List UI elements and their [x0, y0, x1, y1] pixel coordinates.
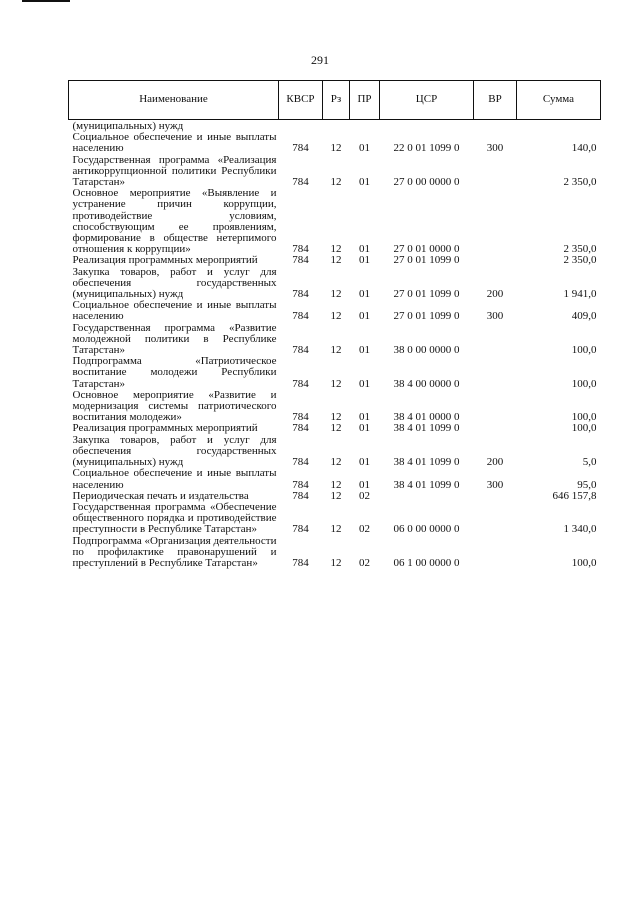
row-rz: 12 — [330, 288, 342, 301]
row-vr — [474, 255, 517, 266]
table-row — [69, 323, 601, 357]
row-kvsr: 784 — [292, 344, 309, 357]
row-name: Государственная программа «Обеспечение общественного порядка и противодействие преступности в Республике Татарстан» — [72, 500, 277, 536]
row-name: (муниципальных) нужд — [72, 120, 184, 132]
row-pr: 02 — [359, 489, 370, 502]
row-rz: 12 — [330, 310, 342, 323]
row-kvsr: 784 — [292, 288, 309, 301]
row-csr — [380, 491, 474, 502]
table-row — [69, 300, 601, 322]
row-vr — [474, 423, 517, 434]
row-csr: 27 0 01 1099 0 — [393, 310, 460, 323]
row-name: Социальное обеспечение и иные выплаты населению — [72, 467, 277, 491]
row-name: Периодическая печать и издательства — [72, 489, 249, 502]
row-pr: 01 — [359, 142, 370, 155]
row-sum: 1 941,0 — [563, 288, 597, 301]
row-sum: 100,0 — [571, 377, 597, 390]
row-csr: 38 4 01 1099 0 — [393, 478, 460, 491]
row-name: Социальное обеспечение и иные выплаты населению — [72, 131, 277, 155]
row-vr: 300 — [486, 142, 504, 155]
row-pr: 01 — [359, 176, 370, 189]
table-row — [69, 423, 601, 434]
row-csr: 38 4 01 1099 0 — [393, 422, 460, 435]
row-name: Государственная программа «Развитие молодежной политики в Республике Татарстан» — [72, 321, 277, 357]
row-sum: 1 340,0 — [563, 523, 597, 536]
table-row — [69, 390, 601, 424]
row-pr: 01 — [359, 422, 370, 435]
row-kvsr: 784 — [292, 142, 309, 155]
row-vr — [474, 323, 517, 357]
row-pr: 01 — [359, 310, 370, 323]
row-vr — [474, 155, 517, 189]
row-sum — [517, 120, 601, 133]
row-pr: 02 — [359, 523, 370, 536]
row-rz: 12 — [330, 344, 342, 357]
row-kvsr: 784 — [292, 556, 309, 569]
row-kvsr: 784 — [292, 176, 309, 189]
row-csr: 27 0 01 1099 0 — [393, 288, 460, 301]
header-sum: Сумма — [517, 81, 601, 120]
row-rz: 12 — [330, 556, 342, 569]
row-kvsr: 784 — [292, 456, 309, 469]
table-row — [69, 536, 601, 570]
table-row — [69, 188, 601, 255]
header-csr: ЦСР — [380, 81, 474, 120]
row-vr: 200 — [486, 288, 504, 301]
row-sum: 100,0 — [571, 556, 597, 569]
row-pr: 01 — [359, 243, 370, 256]
row-sum: 646 157,8 — [552, 489, 597, 502]
header-name: Наименование — [69, 81, 279, 120]
row-csr: 27 0 01 1099 0 — [393, 254, 460, 267]
row-name: Основное мероприятие «Развитие и модернизация системы патриотического воспитания молодежи» — [72, 388, 277, 424]
row-kvsr: 784 — [292, 411, 309, 424]
table-row — [69, 435, 601, 469]
row-csr: 27 0 00 0000 0 — [393, 176, 460, 189]
row-vr — [474, 188, 517, 255]
row-sum: 2 350,0 — [563, 254, 597, 267]
row-pr — [350, 120, 380, 133]
row-rz: 12 — [330, 422, 342, 435]
row-name: Государственная программа «Реализация антикоррупционной политики Республики Татарстан» — [72, 153, 277, 189]
row-sum: 100,0 — [571, 411, 597, 424]
row-sum: 100,0 — [571, 344, 597, 357]
row-rz: 12 — [330, 142, 342, 155]
row-pr: 01 — [359, 288, 370, 301]
row-kvsr: 784 — [292, 422, 309, 435]
row-vr — [474, 536, 517, 570]
row-rz: 12 — [330, 456, 342, 469]
row-rz: 12 — [330, 254, 342, 267]
row-pr: 01 — [359, 411, 370, 424]
row-kvsr — [279, 120, 323, 133]
row-sum: 100,0 — [571, 422, 597, 435]
row-pr: 02 — [359, 556, 370, 569]
row-rz: 12 — [330, 176, 342, 189]
row-sum: 5,0 — [582, 456, 597, 469]
table-row — [69, 267, 601, 301]
table-row — [69, 468, 601, 490]
row-kvsr: 784 — [292, 377, 309, 390]
row-csr: 38 0 00 0000 0 — [393, 344, 460, 357]
row-vr: 300 — [486, 310, 504, 323]
row-sum: 409,0 — [571, 310, 597, 323]
row-name: Подпрограмма «Патриотическое воспитание молодежи Республики Татарстан» — [72, 355, 277, 390]
row-csr: 38 4 00 0000 0 — [393, 377, 460, 390]
row-rz: 12 — [330, 377, 342, 390]
row-rz: 12 — [330, 411, 342, 424]
row-vr — [474, 390, 517, 424]
page-number: 291 — [311, 53, 329, 67]
header-kvsr: КВСР — [279, 81, 323, 120]
row-name: Закупка товаров, работ и услуг для обеспечения государственных (муниципальных) нужд — [72, 433, 277, 469]
table-row — [69, 255, 601, 266]
row-vr: 200 — [486, 456, 504, 469]
row-pr: 01 — [359, 478, 370, 491]
row-pr: 01 — [359, 254, 370, 267]
row-name: Социальное обеспечение и иные выплаты населению — [72, 299, 277, 323]
row-pr: 01 — [359, 377, 370, 390]
row-kvsr: 784 — [292, 310, 309, 323]
row-vr — [474, 356, 517, 390]
table-row — [69, 132, 601, 154]
row-vr — [474, 120, 517, 133]
header-rz: Рз — [323, 81, 350, 120]
row-csr — [380, 120, 474, 133]
row-kvsr: 784 — [292, 243, 309, 256]
row-rz — [323, 120, 350, 133]
row-rz: 12 — [330, 478, 342, 491]
row-rz: 12 — [330, 489, 342, 502]
row-sum: 140,0 — [571, 142, 597, 155]
row-kvsr: 784 — [292, 523, 309, 536]
row-vr — [474, 502, 517, 536]
header-pr: ПР — [350, 81, 380, 120]
table-header-row — [69, 81, 601, 120]
table-row — [69, 356, 601, 390]
row-csr: 27 0 01 0000 0 — [393, 243, 460, 256]
row-vr: 300 — [486, 478, 504, 491]
budget-table — [68, 80, 601, 569]
row-csr: 06 1 00 0000 0 — [393, 556, 460, 569]
row-rz: 12 — [330, 243, 342, 256]
row-kvsr: 784 — [292, 254, 309, 267]
row-rz: 12 — [330, 523, 342, 536]
table-row — [69, 155, 601, 189]
row-csr: 22 0 01 1099 0 — [393, 142, 460, 155]
top-rule — [22, 0, 70, 2]
row-sum: 2 350,0 — [563, 176, 597, 189]
row-name: Закупка товаров, работ и услуг для обеспечения государственных (муниципальных) нужд — [72, 265, 277, 301]
row-vr — [474, 491, 517, 502]
row-kvsr: 784 — [292, 489, 309, 502]
row-csr: 38 4 01 1099 0 — [393, 456, 460, 469]
table-body — [69, 120, 601, 570]
row-csr: 06 0 00 0000 0 — [393, 523, 460, 536]
row-name: Реализация программных мероприятий — [72, 422, 258, 435]
row-sum: 95,0 — [577, 478, 597, 491]
row-sum: 2 350,0 — [563, 243, 597, 256]
row-name: Реализация программных мероприятий — [72, 254, 258, 267]
row-kvsr: 784 — [292, 478, 309, 491]
row-name: Основное мероприятие «Выявление и устранение причин коррупции, противодействие условиям, способствующим ее проявлениям, формирование в обществе нетерпимого отношения к коррупции» — [72, 187, 277, 256]
row-pr: 01 — [359, 344, 370, 357]
row-pr: 01 — [359, 456, 370, 469]
header-vr: ВР — [474, 81, 517, 120]
row-name: Подпрограмма «Организация деятельности по профилактике правонарушений и преступлений в Республике Татарстан» — [72, 534, 277, 569]
row-csr: 38 4 01 0000 0 — [393, 411, 460, 424]
table-row — [69, 502, 601, 536]
